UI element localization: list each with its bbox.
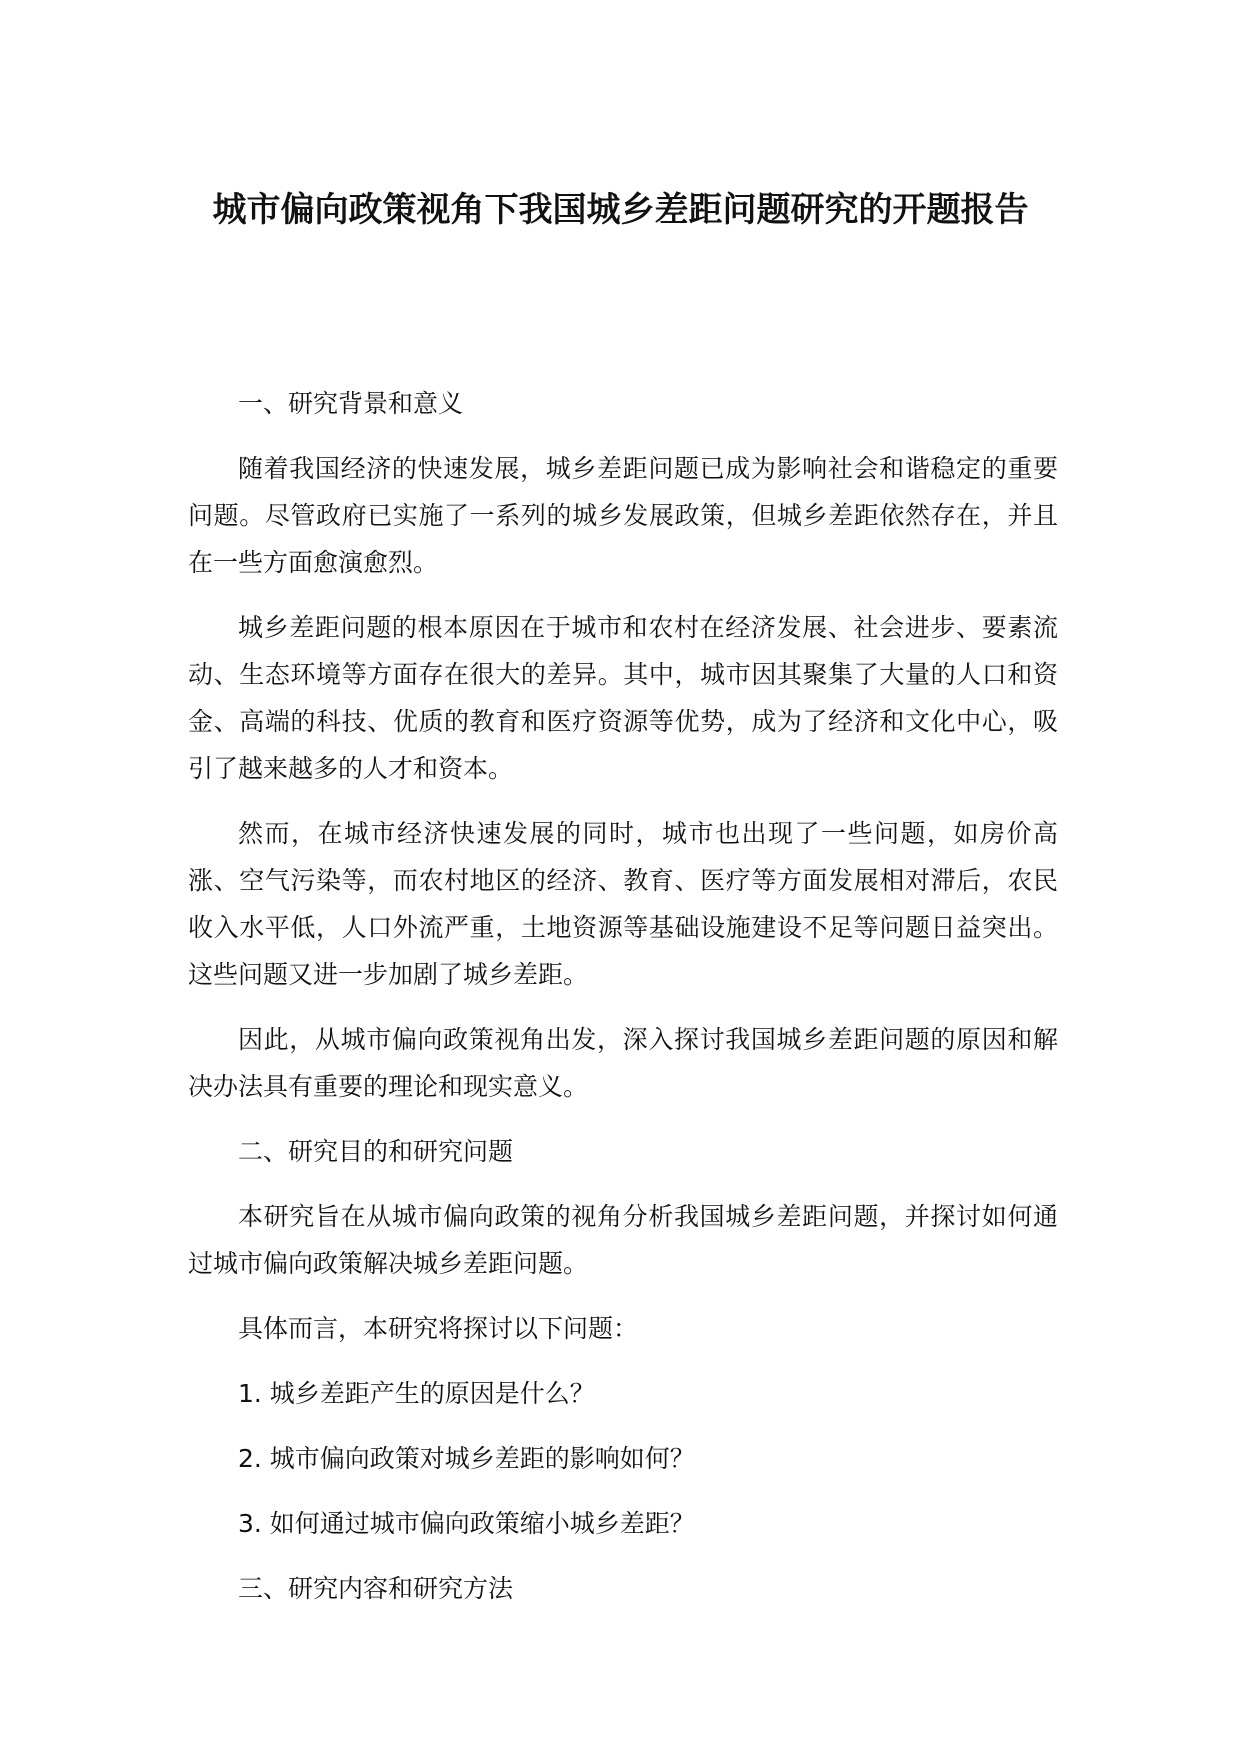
section-heading: 三、研究内容和研究方法 (238, 1574, 514, 1603)
list-item: 2. 城市偏向政策对城乡差距的影响如何？ (238, 1444, 695, 1473)
document-title: 城市偏向政策视角下我国城乡差距问题研究的开题报告 (212, 190, 1029, 230)
section-heading: 二、研究目的和研究问题 (238, 1137, 514, 1166)
paragraph: 具体而言，本研究将探讨以下问题： (238, 1314, 639, 1343)
paragraph: 城乡差距问题的根本原因在于城市和农村在经济发展、社会进步、要素流动、生态环境等方面存在很大的差异。其中，城市因其聚集了大量的人口和资金、高端的科技、优质的教育和医疗资源等优势，成为了经济和文化中心，吸引了越来越多的人才和资本。 (188, 613, 1058, 783)
list-item: 3. 如何通过城市偏向政策缩小城乡差距？ (238, 1509, 695, 1538)
paragraph: 因此，从城市偏向政策视角出发，深入探讨我国城乡差距问题的原因和解决办法具有重要的理论和现实意义。 (188, 1025, 1058, 1101)
document-body (188, 380, 1058, 1630)
list-item: 1. 城乡差距产生的原因是什么？ (238, 1379, 595, 1408)
paragraph: 随着我国经济的快速发展，城乡差距问题已成为影响社会和谐稳定的重要问题。尽管政府已实施了一系列的城乡发展政策，但城乡差距依然存在，并且在一些方面愈演愈烈。 (188, 454, 1058, 577)
paragraph: 然而，在城市经济快速发展的同时，城市也出现了一些问题，如房价高涨、空气污染等，而农村地区的经济、教育、医疗等方面发展相对滞后，农民收入水平低，人口外流严重，土地资源等基础设施建设不足等问题日益突出。这些问题又进一步加剧了城乡差距。 (188, 819, 1058, 989)
section-heading: 一、研究背景和意义 (238, 389, 464, 418)
paragraph: 本研究旨在从城市偏向政策的视角分析我国城乡差距问题，并探讨如何通过城市偏向政策解决城乡差距问题。 (188, 1202, 1058, 1278)
